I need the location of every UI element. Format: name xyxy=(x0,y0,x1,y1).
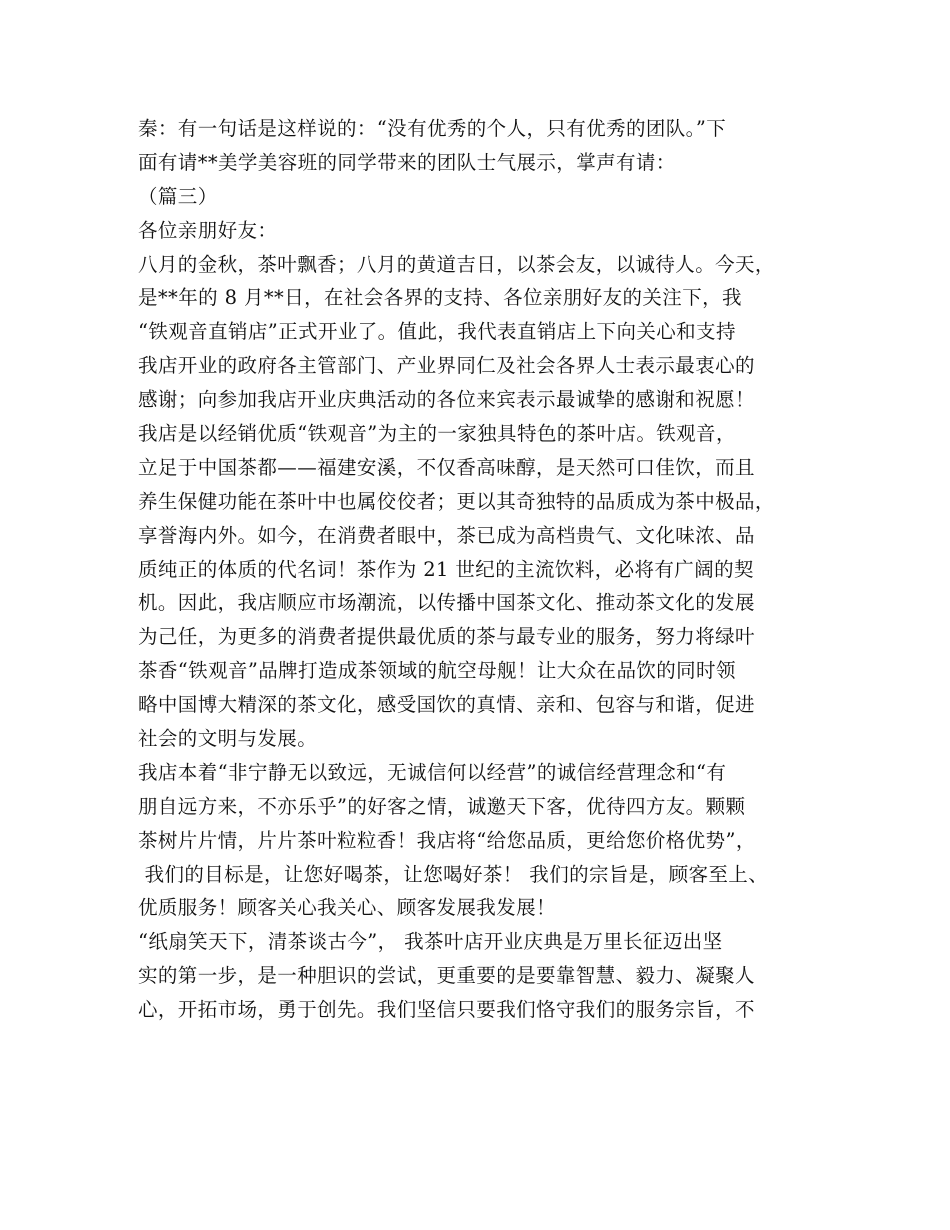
text-line: 立足于中国茶都——福建安溪，不仅香高味醇，是天然可口佳饮，而且 xyxy=(138,455,755,479)
text-line: 我店是以经销优质“铁观音”为主的一家独具特色的茶叶店。铁观音， xyxy=(138,422,736,446)
text-line: 我店开业的政府各主管部门、产业界同仁及社会各界人士表示最衷心的 xyxy=(138,354,755,378)
text-line: 社会的文明与发展。 xyxy=(138,727,318,751)
text-line: 为己任，为更多的消费者提供最优质的茶与最专业的服务，努力将绿叶 xyxy=(138,625,755,649)
text-line: 略中国博大精深的茶文化，感受国饮的真情、亲和、包容与和谐，促进 xyxy=(138,693,755,717)
text-line: 养生保健功能在茶叶中也属佼佼者；更以其奇独特的品质成为茶中极品， xyxy=(138,489,775,513)
text-line: 茶香“铁观音”品牌打造成茶领域的航空母舰！让大众在品饮的同时领 xyxy=(138,659,736,683)
text-line: 我店本着“非宁静无以致远，无诚信何以经营”的诚信经营理念和“有 xyxy=(138,760,727,784)
text-line: 享誉海内外。如今，在消费者眼中，茶已成为高档贵气、文化味浓、品 xyxy=(138,523,755,547)
text-line: “纸扇笑天下，清茶谈古今”， 我茶叶店开业庆典是万里长征迈出坚 xyxy=(138,930,723,954)
text-line: 我们的目标是，让您好喝茶，让您喝好茶！ 我们的宗旨是，顾客至上、 xyxy=(138,862,769,886)
text-line: “铁观音直销店”正式开业了。值此，我代表直销店上下向关心和支持 xyxy=(138,320,736,344)
text-line: 机。因此，我店顺应市场潮流，以传播中国茶文化、推动茶文化的发展 xyxy=(138,591,755,615)
section-heading: （篇三） xyxy=(138,184,218,208)
salutation: 各位亲朋好友： xyxy=(138,218,278,242)
text-line: 朋自远方来，不亦乐乎”的好客之情，诚邀天下客，优待四方友。颗颗 xyxy=(138,794,746,818)
text-line: 感谢；向参加我店开业庆典活动的各位来宾表示最诚挚的感谢和祝愿！ xyxy=(138,388,755,412)
text-line: 实的第一步，是一种胆识的尝试，更重要的是要靠智慧、毅力、凝聚人 xyxy=(138,964,755,988)
text-line: 八月的金秋，茶叶飘香；八月的黄道吉日，以茶会友，以诚待人。今天， xyxy=(138,252,775,276)
text-line: 心，开拓市场，勇于创先。我们坚信只要我们恪守我们的服务宗旨，不 xyxy=(138,998,755,1022)
text-line: 茶树片片情，片片茶叶粒粒香！我店将“给您品质，更给您价格优势”， xyxy=(138,828,756,852)
text-line: 是**年的 8 月**日，在社会各界的支持、各位亲朋好友的关注下，我 xyxy=(138,286,742,310)
text-line: 面有请**美学美容班的同学带来的团队士气展示，掌声有请： xyxy=(138,150,676,174)
text-line: 质纯正的体质的代名词！茶作为 21 世纪的主流饮料，必将有广阔的契 xyxy=(138,557,754,581)
document-body xyxy=(138,112,838,1027)
text-line: 优质服务！顾客关心我关心、顾客发展我发展！ xyxy=(138,896,556,920)
text-line: 秦：有一句话是这样说的：“没有优秀的个人，只有优秀的团队。”下 xyxy=(138,117,727,140)
